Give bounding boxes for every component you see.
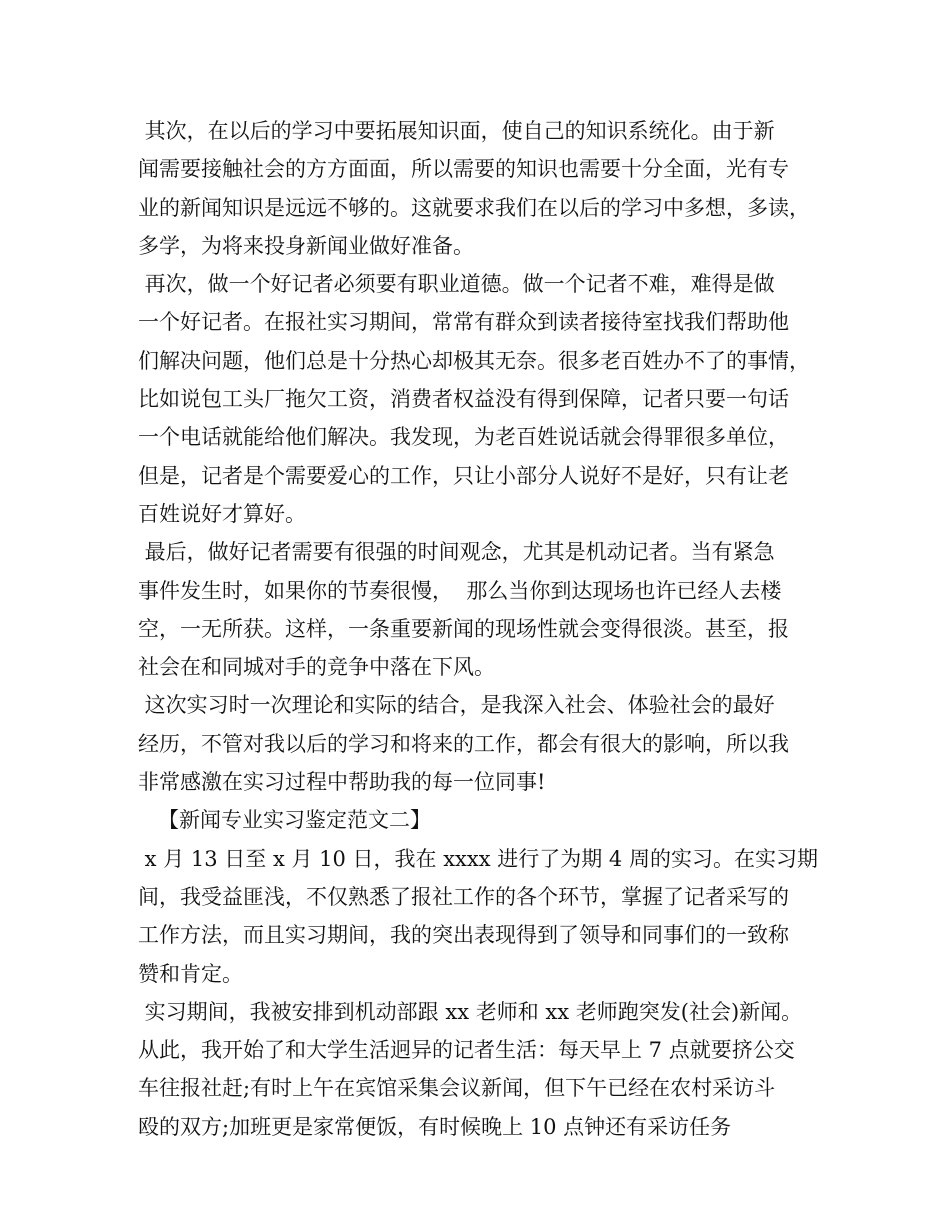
text-line: x 月 13 日至 x 月 10 日，我在 xxxx 进行了为期 4 周的实习。在实习期	[138, 846, 818, 871]
text-line: 间，我受益匪浅，不仅熟悉了报社工作的各个环节，掌握了记者采写的	[138, 884, 789, 909]
text-line: 这次实习时一次理论和实际的结合，是我深入社会、体验社会的最好	[138, 693, 775, 718]
text-line: 空，一无所获。这样，一条重要新闻的现场性就会变得很淡。甚至，报	[138, 616, 789, 641]
text-line: 从此，我开始了和大学生活迥异的记者生活：每天早上 7 点就要挤公交	[138, 1038, 795, 1063]
text-line: 工作方法，而且实习期间，我的突出表现得到了领导和同事们的一致称	[138, 923, 789, 948]
text-line: 们解决问题，他们总是十分热心却极其无奈。很多老百姓办不了的事情，	[138, 348, 810, 373]
text-line: 比如说包工头厂拖欠工资，消费者权益没有得到保障，记者只要一句话	[138, 387, 789, 412]
text-line: 其次，在以后的学习中要拓展知识面，使自己的知识系统化。由于新	[138, 119, 775, 143]
text-line: 再次，做一个好记者必须要有职业道德。做一个记者不难，难得是做	[138, 272, 775, 297]
text-line: 一个电话就能给他们解决。我发现，为老百姓说话就会得罪很多单位，	[138, 425, 789, 450]
text-line: 但是，记者是个需要爱心的工作，只让小部分人说好不是好，只有让老	[138, 463, 789, 488]
text-line: 非常感激在实习过程中帮助我的每一位同事!	[138, 770, 546, 795]
text-line: 最后，做好记者需要有很强的时间观念，尤其是机动记者。当有紧急	[138, 540, 775, 565]
text-line: 业的新闻知识是远远不够的。这就要求我们在以后的学习中多想，多读，	[138, 195, 810, 220]
text-line: 多学，为将来投身新闻业做好准备。	[138, 233, 474, 258]
text-line: 车往报社赶;有时上午在宾馆采集会议新闻，但下午已经在农村采访斗	[138, 1076, 776, 1101]
text-line: 社会在和同城对手的竞争中落在下风。	[138, 655, 495, 680]
text-line: 事件发生时，如果你的节奏很慢， 那么当你到达现场也许已经人去楼	[138, 578, 782, 603]
section-heading: 【新闻专业实习鉴定范文二】	[138, 808, 432, 833]
text-line: 百姓说好才算好。	[138, 501, 306, 526]
text-line: 殴的双方;加班更是家常便饭，有时候晚上 10 点钟还有采访任务	[138, 1114, 732, 1139]
text-line: 实习期间，我被安排到机动部跟 xx 老师和 xx 老师跑突发(社会)新闻。	[138, 999, 803, 1024]
text-line: 经历，不管对我以后的学习和将来的工作，都会有很大的影响，所以我	[138, 731, 789, 756]
text-line: 一个好记者。在报社实习期间，常常有群众到读者接待室找我们帮助他	[138, 310, 789, 335]
text-line: 闻需要接触社会的方方面面，所以需要的知识也需要十分全面，光有专	[138, 157, 789, 182]
document-body	[138, 112, 838, 1146]
text-line: 赞和肯定。	[138, 961, 243, 986]
